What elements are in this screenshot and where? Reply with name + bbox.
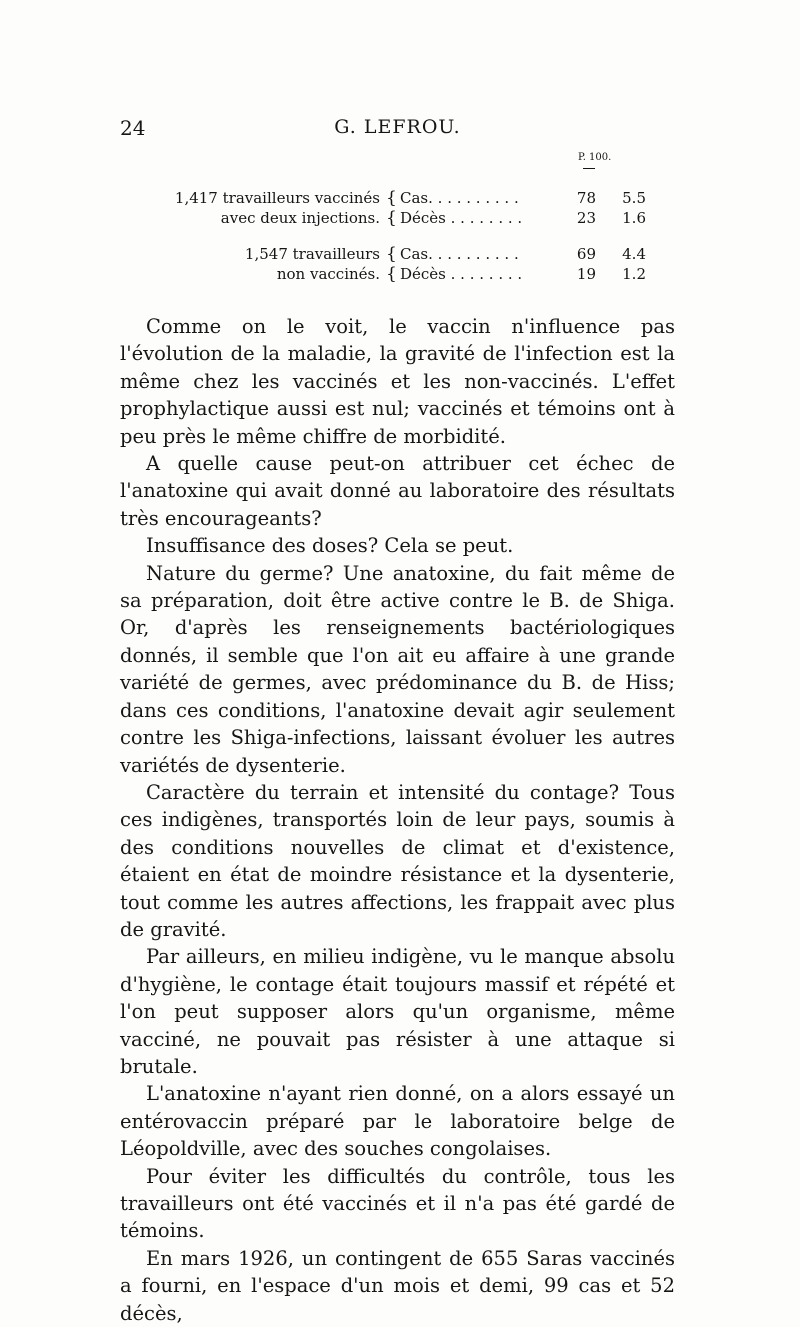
row-percent: 4.4 bbox=[622, 245, 646, 263]
paragraph: A quelle cause peut-on attribuer cet échec de l'anatoxine qui avait donné au laboratoire des résultats très encourageants? bbox=[120, 452, 675, 530]
table-row bbox=[120, 208, 675, 228]
row-percent: 1.2 bbox=[622, 265, 646, 283]
row-kind: Décès . . . . . . . . bbox=[400, 265, 523, 283]
paragraph: L'anatoxine n'ayant rien donné, on a alors essayé un entérovaccin préparé par le laboratoire belge de Léopoldville, avec des souches congolaises. bbox=[120, 1082, 675, 1161]
paragraph: Nature du germe? Une anatoxine, du fait même de sa préparation, doit être active contre le B. de Shiga. Or, d'après les renseignements bactériologiques donnés, il semble que l'on ait eu affaire à une grande variété de germes, avec prédominance du B. de Hiss; dans ces conditions, l'anatoxine devait agir seulement contre les Shiga-infections, laissant évoluer les autres variétés de dysenterie. bbox=[120, 561, 675, 777]
table-row bbox=[120, 264, 675, 284]
paragraph: Caractère du terrain et intensité du contage? Tous ces indigènes, transportés loin de leur pays, soumis à des conditions nouvelles de climat et d'existence, étaient en état de moindre résistance et la dysenterie, tout comme les autres affections, les frappait avec plus de gravité. bbox=[120, 780, 675, 941]
brace: { bbox=[386, 244, 397, 264]
group-label-line: 1,417 travailleurs vaccinés bbox=[174, 189, 380, 207]
group-label-line: non vaccinés. bbox=[276, 265, 380, 283]
paragraph: Comme on le voit, le vaccin n'influence pas l'évolution de la maladie, la gravité de l'infection est la même chez les vaccinés et les non-vaccinés. L'effet prophylactique aussi est nul; vaccinés et témoins ont à peu près le même chiffre de morbidité. bbox=[120, 315, 675, 448]
row-percent: 5.5 bbox=[622, 189, 646, 207]
brace: { bbox=[386, 188, 397, 208]
row-count: 69 bbox=[576, 245, 596, 263]
paragraph: Par ailleurs, en milieu indigène, vu le manque absolu d'hygiène, le contage était toujours massif et répété et l'on peut supposer alors qu'un organisme, même vacciné, ne pouvait pas résister à une attaque si brutale. bbox=[120, 945, 675, 1078]
page-number: 24 bbox=[120, 116, 146, 140]
row-count: 78 bbox=[576, 189, 596, 207]
table-row bbox=[120, 188, 675, 208]
group-label-line: 1,547 travailleurs bbox=[244, 245, 380, 263]
paragraph: En mars 1926, un contingent de 655 Saras vaccinés a fourni, en l'espace d'un mois et demi, 99 cas et 52 décès, bbox=[120, 1246, 675, 1325]
row-kind: Décès . . . . . . . . bbox=[400, 209, 523, 227]
page-header bbox=[120, 116, 675, 146]
row-kind: Cas. . . . . . . . . . bbox=[400, 189, 519, 207]
percent-unit-label: P. 100. bbox=[578, 152, 612, 163]
paragraph: Insuffisance des doses? Cela se peut. bbox=[146, 534, 514, 558]
row-percent: 1.6 bbox=[622, 209, 646, 227]
running-head: G. LEFROU. bbox=[334, 116, 461, 138]
paragraph: Pour éviter les difficultés du contrôle, tous les travailleurs ont été vaccinés et il n'a pas été gardé de témoins. bbox=[120, 1164, 675, 1243]
unit-dash bbox=[583, 168, 595, 169]
group-label-line: avec deux injections. bbox=[220, 209, 380, 227]
row-count: 23 bbox=[576, 209, 596, 227]
table-row bbox=[120, 244, 675, 264]
brace: { bbox=[386, 208, 397, 228]
row-count: 19 bbox=[576, 265, 596, 283]
brace: { bbox=[386, 264, 397, 284]
body-text bbox=[120, 313, 675, 1327]
row-kind: Cas. . . . . . . . . . bbox=[400, 245, 519, 263]
